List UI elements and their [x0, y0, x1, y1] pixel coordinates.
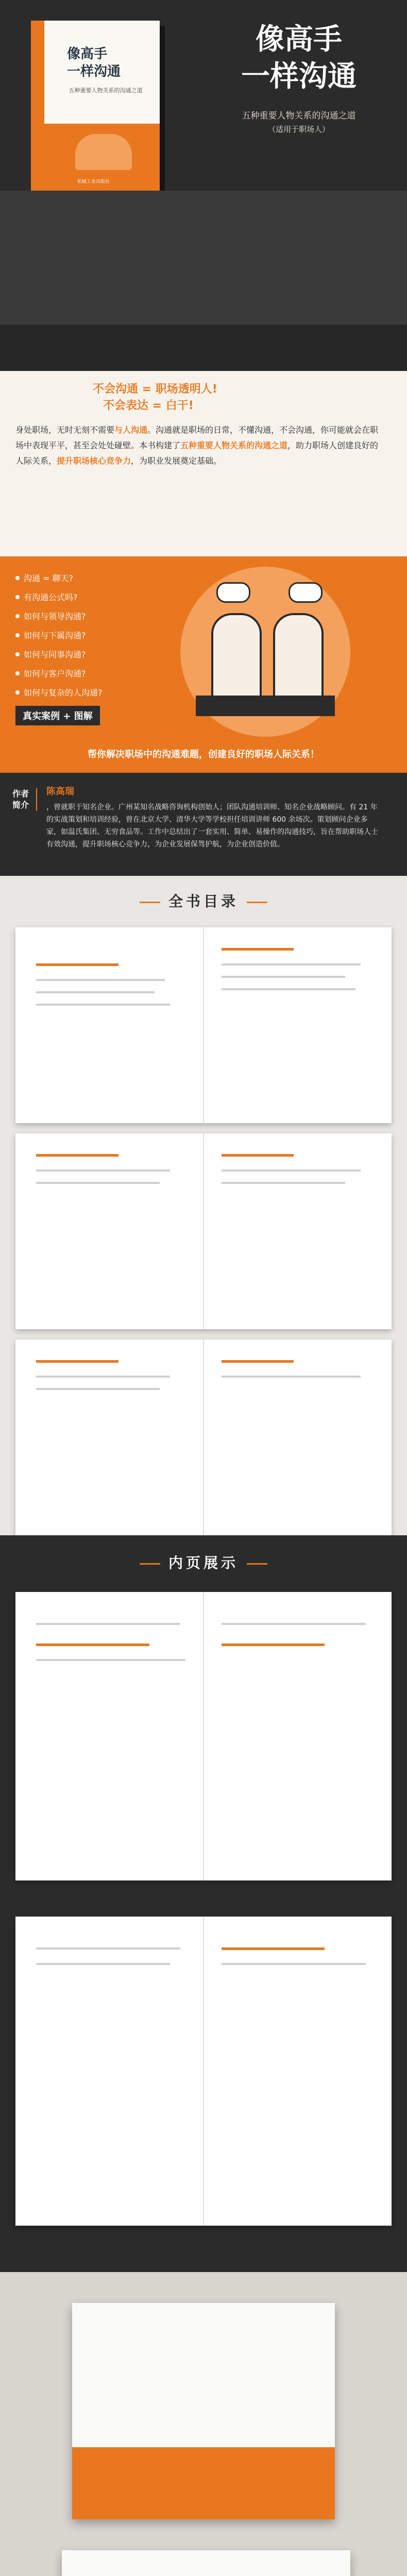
cover-illustration — [75, 134, 132, 170]
main-title-line1: 像高手 — [256, 22, 342, 56]
page-gutter — [203, 1133, 204, 1329]
cover-spine — [31, 21, 44, 191]
question-item — [15, 591, 139, 603]
headline-communication: 不会沟通 = 职场透明人! — [93, 383, 217, 396]
bullet-dot-icon — [15, 633, 20, 637]
toc-entry-line — [222, 1376, 361, 1378]
bullet-dot-icon — [15, 671, 20, 675]
toc-chapter-line — [36, 1360, 118, 1363]
question-item — [15, 686, 139, 698]
person-illustration — [273, 613, 324, 700]
intro-paragraph — [15, 422, 386, 469]
question-text: 沟通 = 聊天? — [24, 573, 74, 583]
text-line — [222, 1623, 366, 1625]
intro-text-3: ，助力职场人创建良好的人际关系， — [15, 440, 379, 466]
inner-page-spread — [15, 1592, 392, 1880]
bullet-dot-icon — [15, 595, 20, 599]
cover-publisher: 机械工业出版社 — [77, 179, 110, 184]
intro-text-2: 。沟通就是职场的日常，不懂沟通，不会沟通，你可能就会在职场中表现平平，甚至会处处碰壁。本书构建了 — [15, 425, 379, 450]
tagline: 帮你解决职场中的沟通难题，创建良好的职场人际关系！ — [88, 749, 319, 760]
inner-page-spread — [15, 1917, 392, 2226]
cover-title — [67, 45, 121, 80]
main-title — [222, 21, 376, 95]
toc-chapter-line — [222, 1360, 294, 1363]
question-item — [15, 667, 139, 679]
toc-section — [0, 876, 407, 1535]
question-text: 如何与下属沟通? — [24, 631, 86, 640]
question-item — [15, 610, 139, 622]
table-illustration — [196, 696, 335, 716]
main-subtitle: 五种重要人物关系的沟通之道 — [242, 111, 356, 121]
page-gutter — [203, 1592, 204, 1880]
speech-bubble-icon — [289, 582, 323, 603]
page-gutter — [203, 927, 204, 1123]
question-text: 如何与复杂的人沟通? — [24, 688, 103, 698]
author-bio: ，曾就职于知名企业。广州某知名战略咨询机构创始人；团队沟通培训师、知名企业战略顾问。有 21 年的实战策划和培训经验，曾在北京大学、清华大学等学校担任培训讲师 600 余场次。策划顾问企业多家，如温氏集团、无穷食品等。工作中总结出了一套实用、简单、易操作的沟通技巧，旨在帮助职场人士有效沟通，提升职场核心竞争力，为企业发展保驾护航，为企业创造价值。 — [46, 803, 378, 849]
cover-subtitle: 五种重要人物关系的沟通之道 — [69, 87, 143, 94]
pages-section — [0, 1535, 407, 2272]
intro-highlight-1: 与人沟通 — [114, 425, 148, 435]
text-line — [36, 1623, 180, 1625]
toc-spread — [15, 1133, 392, 1329]
cover-title-line2: 一样沟通 — [67, 64, 121, 79]
intro-highlight-3: 提升职场核心竞争力 — [57, 456, 131, 466]
cover-orange-band — [72, 2447, 335, 2519]
intro-text-4: ，为职业发展奠定基础。 — [131, 456, 222, 466]
book-mockup-open — [62, 2550, 350, 2576]
desk-photo — [0, 191, 407, 371]
text-line — [36, 1947, 180, 1950]
intro-text-1: 身处职场，无时无刻不需要 — [15, 425, 115, 435]
text-line — [222, 1963, 366, 1965]
person-illustration — [211, 613, 262, 700]
toc-entry-line — [222, 963, 361, 965]
case-badge: 真实案例 + 图解 — [15, 706, 100, 725]
toc-title: 全书目录 — [0, 890, 407, 911]
author-label: 作者简介 — [10, 788, 37, 811]
toc-entry-line — [36, 1388, 160, 1390]
covers-section — [0, 2272, 407, 2576]
bullet-dot-icon — [15, 614, 20, 618]
toc-entry-line — [222, 1182, 345, 1184]
main-title-line2: 一样沟通 — [241, 59, 357, 93]
pages-title: 内页展示 — [0, 1552, 407, 1572]
toc-spread — [15, 927, 392, 1123]
heading-line — [222, 1947, 325, 1950]
question-item — [15, 572, 139, 584]
bullet-dot-icon — [15, 690, 20, 694]
book-cover — [31, 21, 160, 191]
toc-entry-line — [36, 1170, 170, 1172]
question-text: 如何与客户沟通? — [24, 669, 86, 679]
speech-bubble-icon — [216, 582, 250, 603]
question-item — [15, 648, 139, 660]
question-text: 如何与同事沟通? — [24, 650, 86, 659]
question-text: 如何与领导沟通? — [24, 612, 86, 621]
book-mockup-closed — [72, 2303, 335, 2519]
heading-line — [222, 1643, 325, 1646]
toc-entry-line — [36, 991, 155, 993]
feature-section — [0, 556, 407, 773]
toc-chapter-line — [36, 1154, 118, 1157]
toc-chapter-line — [222, 948, 294, 951]
toc-chapter-line — [222, 1154, 294, 1157]
page-gutter — [203, 1340, 204, 1535]
toc-entry-line — [222, 976, 345, 978]
toc-entry-line — [222, 1170, 361, 1172]
page-gutter — [203, 1917, 204, 2226]
question-text: 有沟通公式吗? — [24, 592, 78, 602]
toc-entry-line — [36, 1376, 170, 1378]
desk-surface — [0, 325, 407, 371]
bullet-dot-icon — [15, 576, 20, 580]
toc-entry-line — [36, 979, 165, 981]
author-section — [0, 773, 407, 876]
headline-expression: 不会表达 = 白干! — [103, 399, 194, 412]
question-list — [15, 572, 139, 705]
toc-entry-line — [36, 1182, 160, 1184]
toc-entry-line — [36, 1004, 170, 1006]
heading-line — [36, 1643, 149, 1646]
toc-spread — [15, 1340, 392, 1535]
bullet-dot-icon — [15, 652, 20, 656]
intro-highlight-2: 五种重要人物关系的沟通之道 — [180, 440, 288, 450]
intro-section — [0, 371, 407, 556]
toc-entry-line — [222, 988, 355, 990]
toc-chapter-line — [36, 963, 118, 966]
hero-section — [0, 0, 407, 371]
question-item — [15, 629, 139, 641]
text-line — [36, 1963, 170, 1965]
audience-note: （适用于职场人） — [267, 125, 330, 134]
cover-title-line1: 像高手 — [67, 46, 108, 62]
author-name: 陈高瑞 — [46, 786, 74, 797]
text-line — [36, 1659, 185, 1661]
